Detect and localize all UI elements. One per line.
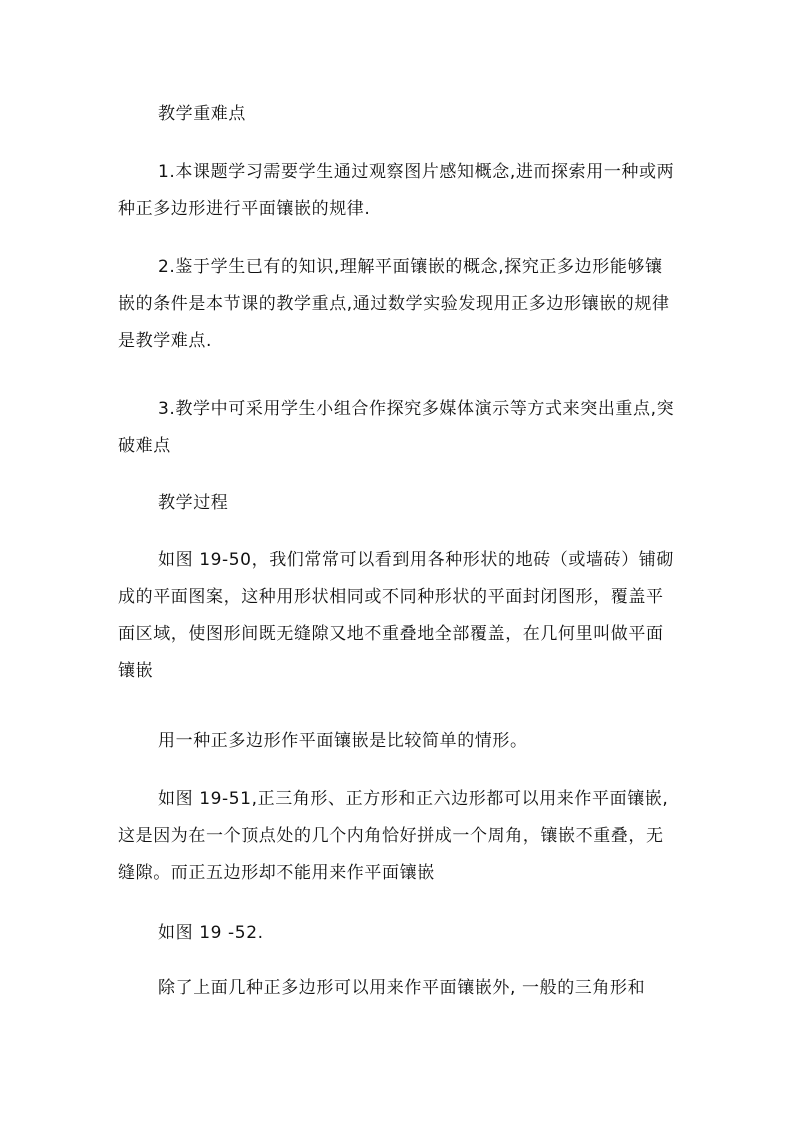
paragraph-point-3: 3.教学中可采用学生小组合作探究多媒体演示等方式来突出重点,突破难点	[118, 399, 675, 456]
section-heading-process: 教学过程	[158, 493, 229, 513]
paragraph-general-triangles: 除了上面几种正多边形可以用来作平面镶嵌外, 一般的三角形和	[158, 978, 646, 998]
paragraph-figure-19-50: 如图 19-50，我们常常可以看到用各种形状的地砖（或墙砖）铺砌成的平面图案，这种用形状相同或不同种形状的平面封闭图形，覆盖平面区域，使图形间既无缝隙又地不重叠地全部覆盖，在几何里叫做平面镶嵌	[118, 550, 675, 681]
paragraph-one-polygon: 用一种正多边形作平面镶嵌是比较简单的情形。	[158, 731, 528, 751]
paragraph-point-1: 1.本课题学习需要学生通过观察图片感知概念,进而探索用一种或两种正多边形进行平面镶嵌的规律.	[118, 162, 675, 219]
paragraph-figure-19-51: 如图 19-51,正三角形、正方形和正六边形都可以用来作平面镶嵌,这是因为在一个顶点处的几个内角恰好拼成一个周角，镶嵌不重叠，无缝隙。而正五边形却不能用来作平面镶嵌	[118, 789, 669, 883]
paragraph-point-2: 2.鉴于学生已有的知识,理解平面镶嵌的概念,探究正多边形能够镶嵌的条件是本节课的教学重点,通过数学实验发现用正多边形镶嵌的规律是教学难点.	[118, 257, 670, 351]
section-heading-key-points: 教学重难点	[158, 104, 246, 124]
paragraph-figure-19-52: 如图 19 -52.	[158, 923, 264, 943]
